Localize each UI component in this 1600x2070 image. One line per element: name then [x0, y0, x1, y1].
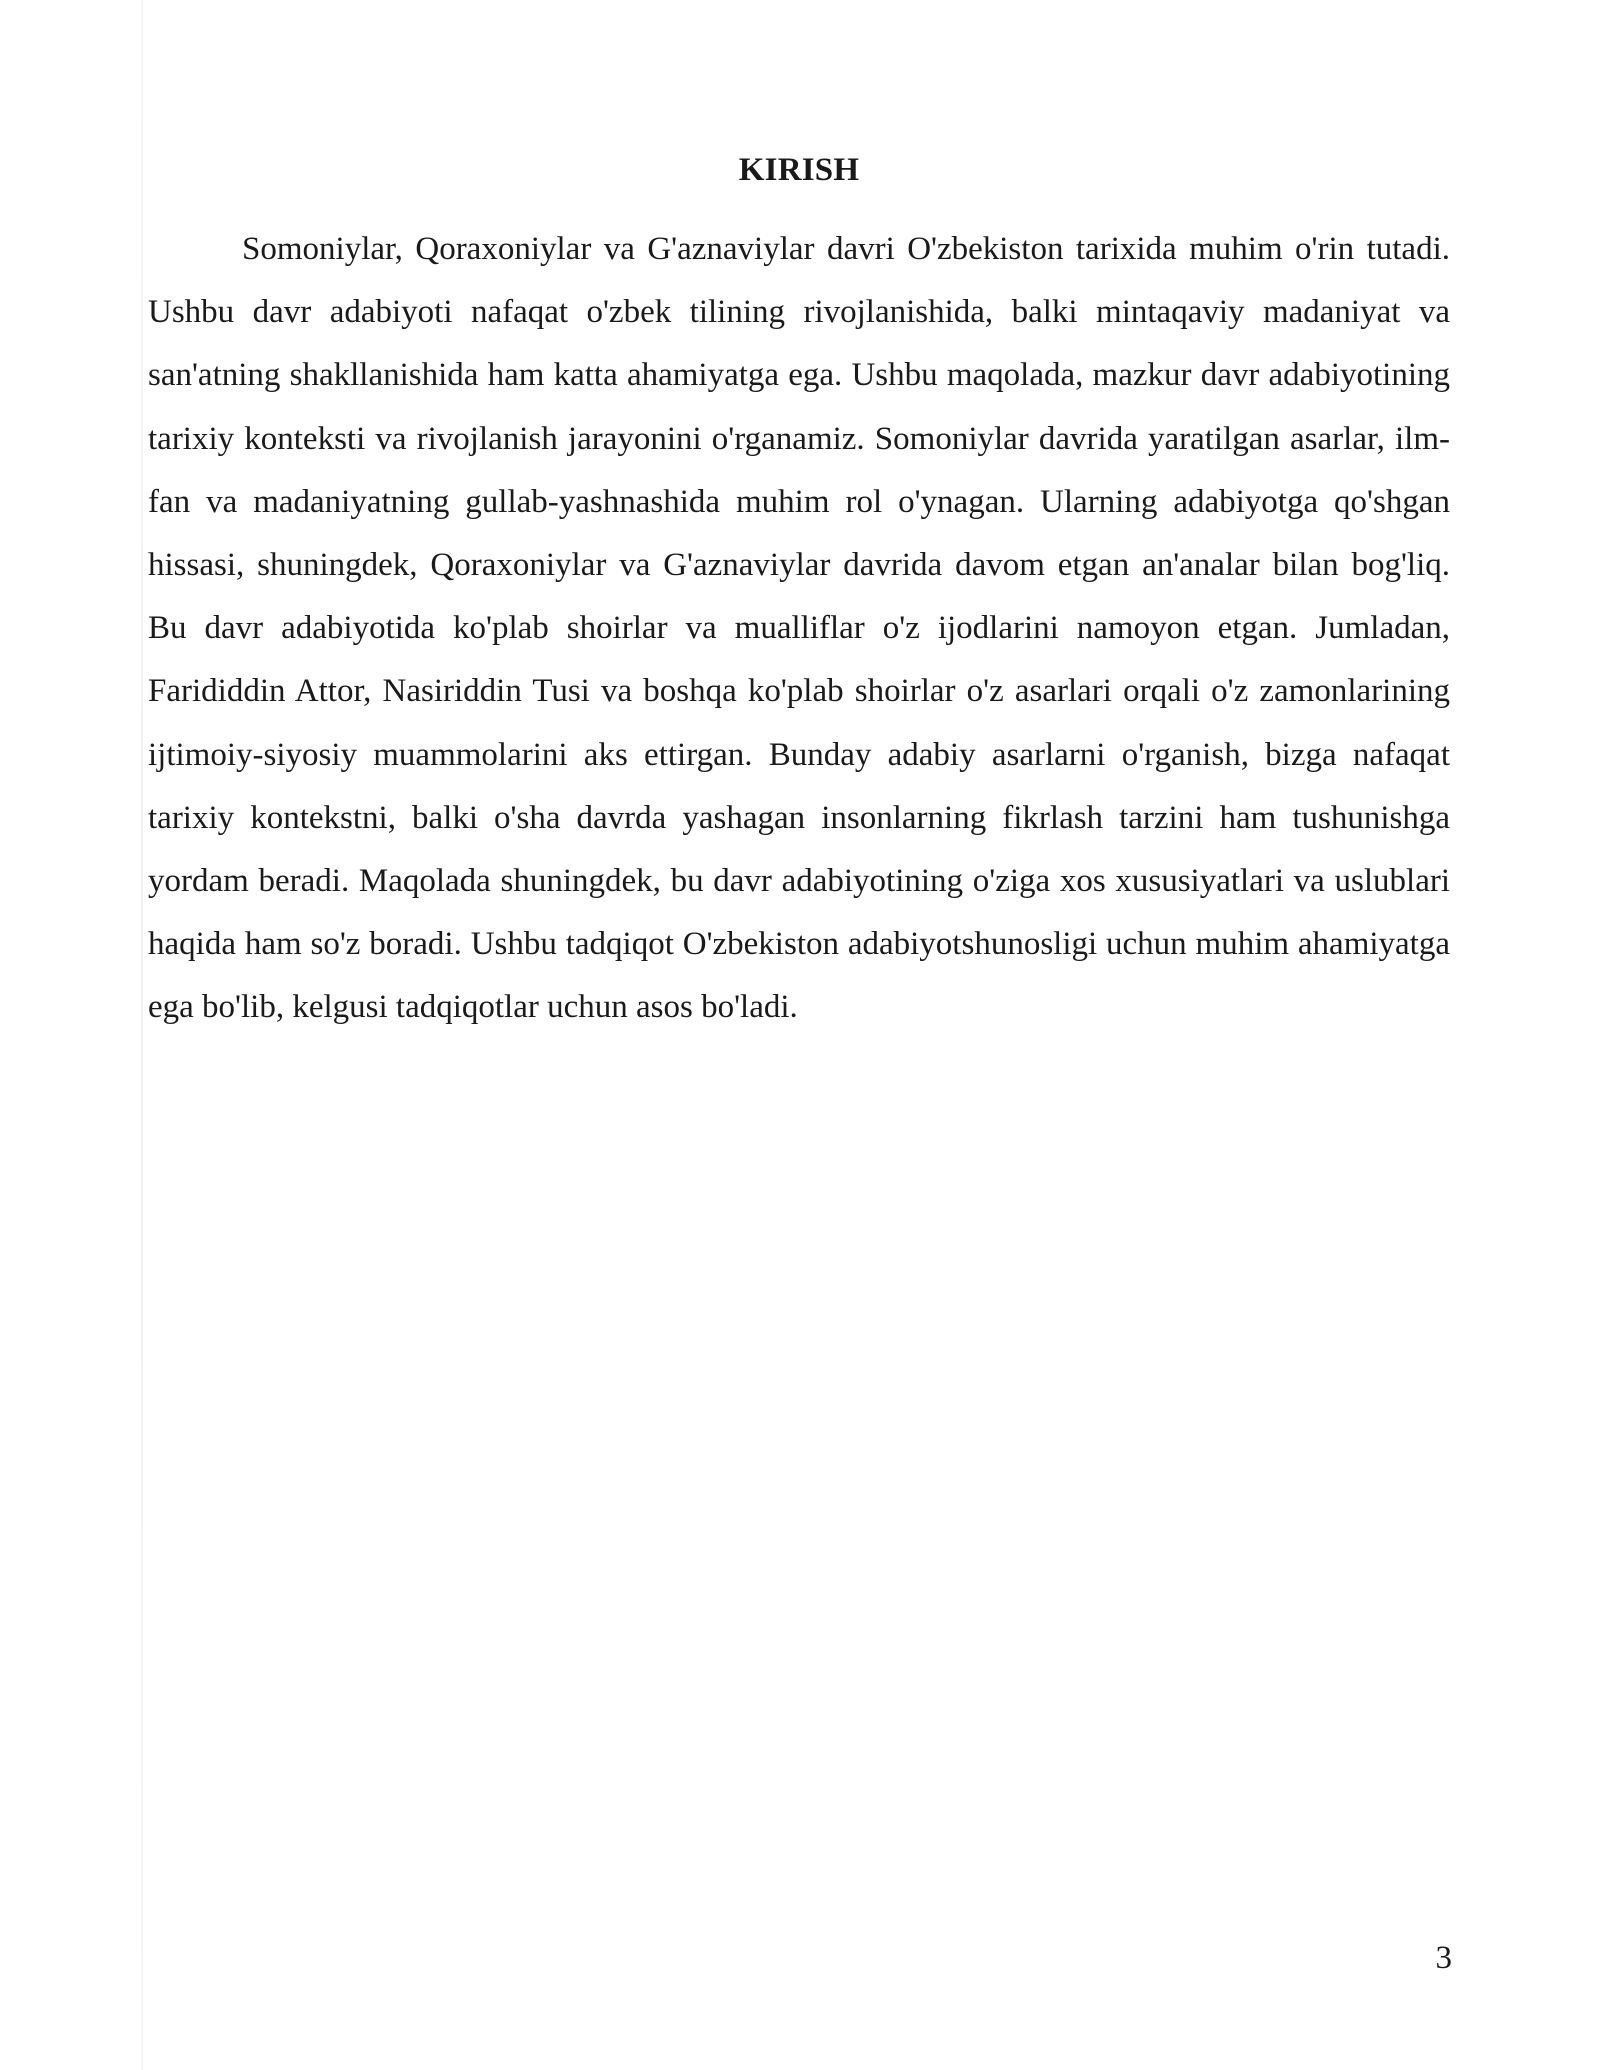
body-paragraph: Somoniylar, Qoraxoniylar va G'aznaviylar davri O'zbekiston tarixida muhim o'rin tutadi. Ushbu davr adabiyoti nafaqat o'zbek tilining rivojlanishida, balki mintaqaviy madaniyat va san'atning shakllanishida ham katta ahamiyatga ega. Ushbu maqolada, mazkur davr adabiyotining tarixiy konteksti va rivojlanish jarayonini o'rganamiz. Somoniylar davrida yaratilgan asarlar, ilm-fan va madaniyatning gullab-yashnashida muhim rol o'ynagan. Ularning adabiyotga qo'shgan hissasi, shuningdek, Qoraxoniylar va G'aznaviylar davrida davom etgan an'analar bilan bog'liq. Bu davr adabiyotida ko'plab shoirlar va mualliflar o'z ijodlarini namoyon etgan. Jumladan, Farididdin Attor, Nasiriddin Tusi va boshqa ko'plab shoirlar o'z asarlari orqali o'z zamonlarining ijtimoiy-siyosiy muammolarini aks ettirgan. Bunday adabiy asarlarni o'rganish, bizga nafaqat tarixiy kontekstni, balki o'sha davrda yashagan insonlarning fikrlash tarzini ham tushunishga yordam beradi. Maqolada shuningdek, bu davr adabiyotining o'ziga xos xususiyatlari va uslublari haqida ham so'z boradi. Ushbu tadqiqot O'zbekiston adabiyotshunosligi uchun muhim ahamiyatga ega bo'lib, kelgusi tadqiqotlar uchun asos bo'ladi. [148, 231, 1450, 1026]
page-number: 3 [1435, 1940, 1452, 1976]
page-margin-shadow [141, 0, 143, 2070]
section-heading: KIRISH [738, 152, 860, 188]
